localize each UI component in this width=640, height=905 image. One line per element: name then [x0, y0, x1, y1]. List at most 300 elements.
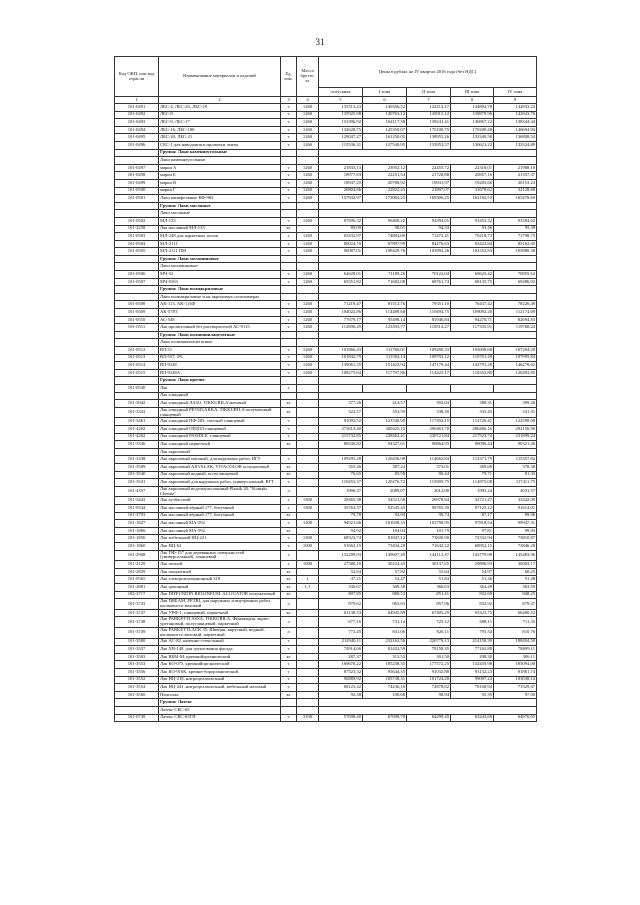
cell-zone3: 90006,44	[451, 441, 494, 449]
cell-zone3: 19283,66	[451, 179, 494, 187]
cell-wholesale: 28465,38	[319, 497, 363, 505]
cell-code: 101-3580	[115, 638, 159, 646]
cell-wholesale: 109295,28	[319, 456, 363, 464]
cell-code: 101-1860	[115, 542, 159, 550]
cell-wholesale: 96889,92	[319, 676, 363, 684]
cell-unit: т	[281, 497, 297, 505]
cell-code: 101-3743	[115, 599, 159, 610]
cell-zone1: 185238,35	[363, 661, 407, 669]
cell-empty	[297, 339, 319, 347]
cell-unit: кг	[281, 609, 297, 617]
cell-code: 101-3443	[115, 497, 159, 505]
cell-empty	[281, 157, 297, 165]
header-zone2: II зона	[407, 88, 451, 97]
cell-zone2: 94,33	[407, 225, 451, 233]
cell-code: 101-0749	[115, 714, 159, 722]
cell-code: 101-2881	[115, 583, 159, 591]
cell-mass: 1260	[297, 369, 319, 377]
cell-empty	[297, 210, 319, 218]
cell-zone2: 142212,17	[407, 104, 451, 112]
table-row	[115, 661, 537, 669]
cell-unit: т	[281, 316, 297, 324]
cell-zone1: 300425,15	[363, 425, 407, 433]
cell-zone3: 298,30	[451, 653, 494, 661]
cell-zone2: 55,64	[407, 568, 451, 576]
cell-wholesale: 772,45	[319, 627, 363, 638]
cell-zone2: 857,96	[407, 599, 451, 610]
cell-wholesale: 807,85	[319, 591, 363, 599]
cell-empty	[115, 202, 159, 210]
cell-zone1: 123393,77	[363, 324, 407, 332]
cell-zone1: 145350,07	[363, 126, 407, 134]
cell-code: 101-0515	[115, 369, 159, 377]
cell-zone3: 109092,20	[451, 309, 494, 317]
cell-unit: т	[281, 418, 297, 426]
cell-zone2: 851,41	[407, 591, 451, 599]
cell-unit: т	[281, 646, 297, 654]
header-mass: Масса брутто, кг	[297, 57, 319, 97]
table-row	[115, 164, 537, 172]
cell-mass	[297, 617, 319, 628]
cell-name: Лак алкидный ОРДОЛ глянцевый	[159, 425, 281, 433]
cell-code: 101-3583	[115, 653, 159, 661]
cell-wholesale: 80024,70	[319, 240, 363, 248]
subgroup-row	[115, 706, 537, 714]
cell-empty	[297, 706, 319, 714]
cell-unit: т	[281, 550, 297, 561]
cell-unit: кг	[281, 400, 297, 408]
cell-zone4: 78226,49	[494, 301, 537, 309]
cell-mass: 1260	[297, 354, 319, 362]
cell-zone3: 130621,22	[451, 141, 494, 149]
cell-wholesale: 74914,66	[319, 646, 363, 654]
cell-zone4: 810,76	[494, 627, 537, 638]
cell-code: 101-3541	[115, 479, 159, 487]
cell-unit: т	[281, 217, 297, 225]
subgroup-row	[115, 448, 537, 456]
cell-zone3: 69625,42	[451, 271, 494, 279]
cell-code: 102-3717	[115, 591, 159, 599]
cell-zone2: 80,44	[407, 471, 451, 479]
cell-zone4: 188494,50	[494, 638, 537, 646]
cell-mass: 1260	[297, 316, 319, 324]
cell-zone4: 21357,37	[494, 172, 537, 180]
cell-zone4: 73810,87	[494, 535, 537, 543]
cell-name: Латекс СКС-65	[159, 706, 281, 714]
cell-name: Лаки масляные	[159, 210, 281, 218]
subgroup-row	[115, 263, 537, 271]
cell-code: 101-0500	[115, 187, 159, 195]
cell-zone1: 2089,07	[363, 486, 407, 497]
cell-mass: 3100	[297, 714, 319, 722]
cell-empty	[115, 210, 159, 218]
cell-mass	[297, 638, 319, 646]
cell-mass: 1260	[297, 134, 319, 142]
cell-unit: т	[281, 561, 297, 569]
cell-zone4: 33442,09	[494, 497, 537, 505]
table-row	[115, 653, 537, 661]
cell-unit: кг	[281, 591, 297, 599]
cell-mass	[297, 568, 319, 576]
cell-mass: 1260	[297, 119, 319, 127]
cell-zone4: 363,59	[494, 583, 537, 591]
cell-zone4: 146278,62	[494, 362, 537, 370]
cell-unit: кг	[281, 471, 297, 479]
cell-zone1: 120436,98	[363, 456, 407, 464]
cell-unit: л	[281, 627, 297, 638]
cell-code: 101-0510	[115, 316, 159, 324]
header-num: 3	[281, 97, 297, 104]
cell-mass	[297, 684, 319, 692]
cell-name: Лак масляный МА-592	[159, 520, 281, 528]
cell-mass: 1260	[297, 233, 319, 241]
cell-wholesale: 20804,86	[319, 187, 363, 195]
cell-wholesale: 57698,40	[319, 714, 363, 722]
cell-wholesale: 86536,82	[319, 441, 363, 449]
cell-empty	[319, 448, 537, 456]
cell-name: Лак ПФ-157 для деревянных поверхностей (универсальный), глянцевый	[159, 550, 281, 561]
cell-zone4: 142843,76	[494, 111, 537, 119]
cell-wholesale: 89,09	[319, 225, 363, 233]
cell-name: Лак ВБМ-М, кремнийорганический	[159, 653, 281, 661]
cell-zone1: 121540,90	[363, 418, 407, 426]
cell-zone1: 173004,25	[363, 195, 407, 203]
cell-name: Пентолак	[159, 691, 281, 699]
cell-empty	[281, 448, 297, 456]
cell-wholesale: 27580,10	[319, 561, 363, 569]
cell-mass: 1300	[297, 535, 319, 543]
cell-zone4: 30083,17	[494, 561, 537, 569]
cell-zone2: 2012,00	[407, 486, 451, 497]
cell-name: Лак DREAM, PETRI, для наружных и внутренних работ, шелковисто-матовый	[159, 599, 281, 610]
cell-zone3: 93132,23	[451, 668, 494, 676]
cell-name: Группа: Лаки прочие	[159, 377, 281, 385]
cell-name: МЛ-133	[159, 217, 281, 225]
subgroup-row	[115, 210, 537, 218]
cell-zone4: 99947,31	[494, 520, 537, 528]
cell-code: 101-0540	[115, 384, 159, 392]
table-row	[115, 668, 537, 676]
cell-wholesale: 110453,37	[319, 479, 363, 487]
cell-zone3	[451, 384, 494, 392]
cell-zone2: 84276,63	[407, 240, 451, 248]
cell-zone4: 64676,65	[494, 714, 537, 722]
cell-name: марки Г	[159, 187, 281, 195]
cell-mass: 1	[297, 576, 319, 584]
cell-zone1: 963,63	[363, 599, 407, 610]
cell-name: Лак пропиточный без растворителей АС-9115	[159, 324, 281, 332]
cell-name: Лак	[159, 384, 281, 392]
cell-unit: т	[281, 119, 297, 127]
table-row	[115, 324, 537, 332]
cell-zone3: 369,68	[451, 463, 494, 471]
cell-zone2: 109793,12	[407, 354, 451, 362]
cell-zone1: 74236,16	[363, 684, 407, 692]
cell-name: Группа: Лаки полиакриловые	[159, 286, 281, 294]
cell-zone3: 832,68	[451, 591, 494, 599]
cell-zone1: 111584,14	[363, 354, 407, 362]
cell-unit: т	[281, 520, 297, 528]
cell-mass	[297, 591, 319, 599]
cell-unit: т	[281, 684, 297, 692]
cell-zone1: 140356,52	[363, 104, 407, 112]
cell-empty	[319, 157, 537, 165]
cell-zone2: 118514,27	[407, 324, 451, 332]
cell-zone4: 879,47	[494, 599, 537, 610]
cell-empty	[297, 286, 319, 294]
cell-zone4: 2031,57	[494, 486, 537, 497]
cell-mass: 1260	[297, 126, 319, 134]
table-row	[115, 591, 537, 599]
cell-unit: т	[281, 141, 297, 149]
group-row	[115, 331, 537, 339]
table-row	[115, 576, 537, 584]
cell-zone3: 83423,84	[451, 240, 494, 248]
cell-zone3: 97818,54	[451, 520, 494, 528]
table-row	[115, 187, 537, 195]
cell-zone2: 94394,05	[407, 217, 451, 225]
group-row	[115, 377, 537, 385]
cell-name: Лак акриловый водоэмульсионный Plastik 20, "Kontakt Chemie"	[159, 486, 281, 497]
cell-unit: т	[281, 172, 297, 180]
group-row	[115, 202, 537, 210]
cell-zone3: 136867,22	[451, 119, 494, 127]
cell-mass: 1000	[297, 542, 319, 550]
cell-wholesale: 108275,64	[319, 369, 363, 377]
cell-name: марки Б	[159, 172, 281, 180]
cell-zone1: 369,38	[363, 583, 407, 591]
cell-name: ЛБС-4, ЛБС-20, ЛБС-29	[159, 104, 281, 112]
header-num: 6	[363, 97, 407, 104]
cell-zone3: 133340,58	[451, 134, 494, 142]
cell-empty	[281, 202, 297, 210]
cell-unit: т	[281, 369, 297, 377]
cell-code: 101-0501	[115, 195, 159, 203]
header-code: Код ОКП, или код отрасли	[115, 57, 159, 97]
cell-name: Латекс СКС-65ГП	[159, 714, 281, 722]
cell-zone4: 292156,90	[494, 425, 537, 433]
cell-zone1: 238462,41	[363, 433, 407, 441]
table-row	[115, 111, 537, 119]
cell-empty	[297, 255, 319, 263]
cell-name: Лак PARKETTI ASSA, TIKKURILA, Финляндия, акрил-уретановый, полуглянцевый, паркетный	[159, 617, 281, 628]
group-row	[115, 255, 537, 263]
cell-name: Лак электроизоляционный 318	[159, 576, 281, 584]
cell-unit: т	[281, 384, 297, 392]
cell-zone2: 366,63	[407, 583, 451, 591]
cell-name: Лак КО-916К, кремне-борорганический	[159, 668, 281, 676]
cell-zone1: 23952,12	[363, 164, 407, 172]
cell-zone2: 110494,75	[407, 309, 451, 317]
cell-empty	[319, 263, 537, 271]
cell-mass	[297, 668, 319, 676]
cell-mass: 1260	[297, 217, 319, 225]
cell-zone2: 109280,33	[407, 347, 451, 355]
cell-zone4: 69486,92	[494, 278, 537, 286]
cell-zone1: 71189,26	[363, 271, 407, 279]
cell-mass	[297, 486, 319, 497]
table-row	[115, 504, 537, 512]
cell-code: 101-4357	[115, 486, 159, 497]
cell-zone1: 81847,12	[363, 535, 407, 543]
cell-name: Лак масляный чёрный 177, битумный	[159, 504, 281, 512]
cell-name: Группа: Латекс	[159, 699, 281, 707]
cell-name: Лак PARKETTLACK 35, Швеция, вирусный, водный, шелковисто-матовый, паркетный	[159, 627, 281, 638]
cell-unit: кг	[281, 583, 297, 591]
header-num: 2	[159, 97, 281, 104]
cell-empty	[115, 255, 159, 263]
table-row	[115, 486, 537, 497]
cell-zone4: 138344,44	[494, 119, 537, 127]
cell-name: марки В	[159, 179, 281, 187]
cell-zone4: 32128,68	[494, 187, 537, 195]
cell-zone3: 110701,49	[451, 354, 494, 362]
cell-zone2	[407, 384, 451, 392]
cell-mass	[297, 463, 319, 471]
cell-zone3: 93,46	[451, 225, 494, 233]
cell-zone1: 313,53	[363, 653, 407, 661]
cell-unit: кг	[281, 568, 297, 576]
cell-unit: кг	[281, 225, 297, 233]
cell-empty	[297, 202, 319, 210]
table-row	[115, 535, 537, 543]
cell-zone4: 105880,38	[494, 248, 537, 256]
table-row	[115, 684, 537, 692]
cell-zone1: 353,59	[363, 407, 407, 418]
cell-zone1: 232162,56	[363, 638, 407, 646]
cell-wholesale: 131396,92	[319, 119, 363, 127]
cell-unit: кг	[281, 463, 297, 471]
cell-zone1: 92545,45	[363, 504, 407, 512]
cell-zone4: 711,35	[494, 617, 537, 628]
cell-code: 101-1856	[115, 535, 159, 543]
cell-zone4: 341,91	[494, 407, 537, 418]
cell-zone4: 185094,00	[494, 661, 537, 669]
group-row	[115, 149, 537, 157]
table-row	[115, 271, 537, 279]
cell-name: марки А	[159, 164, 281, 172]
cell-empty	[115, 157, 159, 165]
cell-zone2: 290461,70	[407, 425, 451, 433]
table-row	[115, 126, 537, 134]
price-table	[114, 56, 537, 722]
cell-zone2: 70122,04	[407, 271, 451, 279]
cell-zone3: 70168,94	[451, 684, 494, 692]
cell-mass	[297, 512, 319, 520]
cell-zone1: 22822,43	[363, 187, 407, 195]
cell-zone3: 116352,80	[451, 369, 494, 377]
cell-wholesale: 87523,32	[319, 668, 363, 676]
cell-zone4: 70855,62	[494, 271, 537, 279]
cell-wholesale: 79,78	[319, 512, 363, 520]
cell-code: 101-0509	[115, 309, 159, 317]
cell-zone3: 112371,79	[451, 456, 494, 464]
cell-zone1: 111760,01	[363, 347, 407, 355]
cell-code: 101-0508	[115, 301, 159, 309]
cell-zone4: 60,25	[494, 568, 537, 576]
cell-zone3: 170200,48	[451, 126, 494, 134]
cell-zone1: 104,04	[363, 527, 407, 535]
cell-code: 101-0506	[115, 271, 159, 279]
cell-zone1: 74894,00	[363, 233, 407, 241]
table-row	[115, 471, 537, 479]
cell-zone4: 378,38	[494, 463, 537, 471]
cell-mass	[297, 471, 319, 479]
cell-zone3: 22318,01	[451, 164, 494, 172]
cell-zone4: 73846,28	[494, 542, 537, 550]
cell-mass	[297, 646, 319, 654]
cell-unit: т	[281, 164, 297, 172]
cell-name: Лак акриловый	[159, 448, 281, 456]
header-num: 1	[115, 97, 159, 104]
cell-empty	[115, 706, 159, 714]
cell-mass: 1260	[297, 195, 319, 203]
cell-zone2: 73820,90	[407, 535, 451, 543]
cell-empty	[319, 331, 537, 339]
table-row	[115, 638, 537, 646]
table-row	[115, 362, 537, 370]
cell-code: 101-3552	[115, 676, 159, 684]
cell-zone3: 99097,24	[451, 676, 494, 684]
cell-empty	[281, 149, 297, 157]
cell-mass	[297, 433, 319, 441]
cell-unit: л	[281, 617, 297, 628]
cell-wholesale: 61138,53	[319, 609, 363, 617]
table-row	[115, 479, 537, 487]
cell-name: Лак цапонный	[159, 583, 281, 591]
cell-wholesale: 135925,98	[319, 111, 363, 119]
cell-zone1: 741,14	[363, 617, 407, 628]
header-zone3: III зона	[451, 88, 494, 97]
table-body	[115, 104, 537, 722]
cell-zone3: 102352,83	[451, 248, 494, 256]
cell-empty	[115, 286, 159, 294]
cell-wholesale: 275613,40	[319, 425, 363, 433]
cell-zone4: 99,93	[494, 527, 537, 535]
cell-name: Лак алкидный PETSILAKKA, TIKKURILA полуматовый глянцевый	[159, 407, 281, 418]
cell-wholesale: 92,38	[319, 691, 363, 699]
header-num: 8	[451, 97, 494, 104]
cell-mass	[297, 225, 319, 233]
cell-name: ВЛ-9148	[159, 362, 281, 370]
table-row	[115, 433, 537, 441]
cell-zone4	[494, 384, 537, 392]
cell-zone1: 95644,35	[363, 668, 407, 676]
cell-zone2: 392,04	[407, 400, 451, 408]
cell-code: 101-3343	[115, 407, 159, 418]
cell-code: 101-0505	[115, 248, 159, 256]
cell-zone4: 97,00	[494, 691, 537, 699]
subgroup-row	[115, 293, 537, 301]
cell-code: 101-3553	[115, 661, 159, 669]
cell-zone1: 841,66	[363, 627, 407, 638]
cell-name: Лак печной	[159, 561, 281, 569]
header-unit: Ед. изм.	[281, 57, 297, 97]
table-row	[115, 609, 537, 617]
cell-name: АС-548	[159, 316, 281, 324]
cell-wholesale: 101866,43	[319, 347, 363, 355]
cell-zone1: 20788,92	[363, 179, 407, 187]
table-row	[115, 316, 537, 324]
cell-zone2: 373,01	[407, 463, 451, 471]
table-row	[115, 418, 537, 426]
cell-unit: кг	[281, 441, 297, 449]
cell-zone4: 122598,08	[494, 418, 537, 426]
cell-zone2: 170100,75	[407, 126, 451, 134]
cell-code: 101-1827	[115, 520, 159, 528]
cell-zone4: 146694,94	[494, 126, 537, 134]
cell-zone2: 117492,15	[407, 418, 451, 426]
